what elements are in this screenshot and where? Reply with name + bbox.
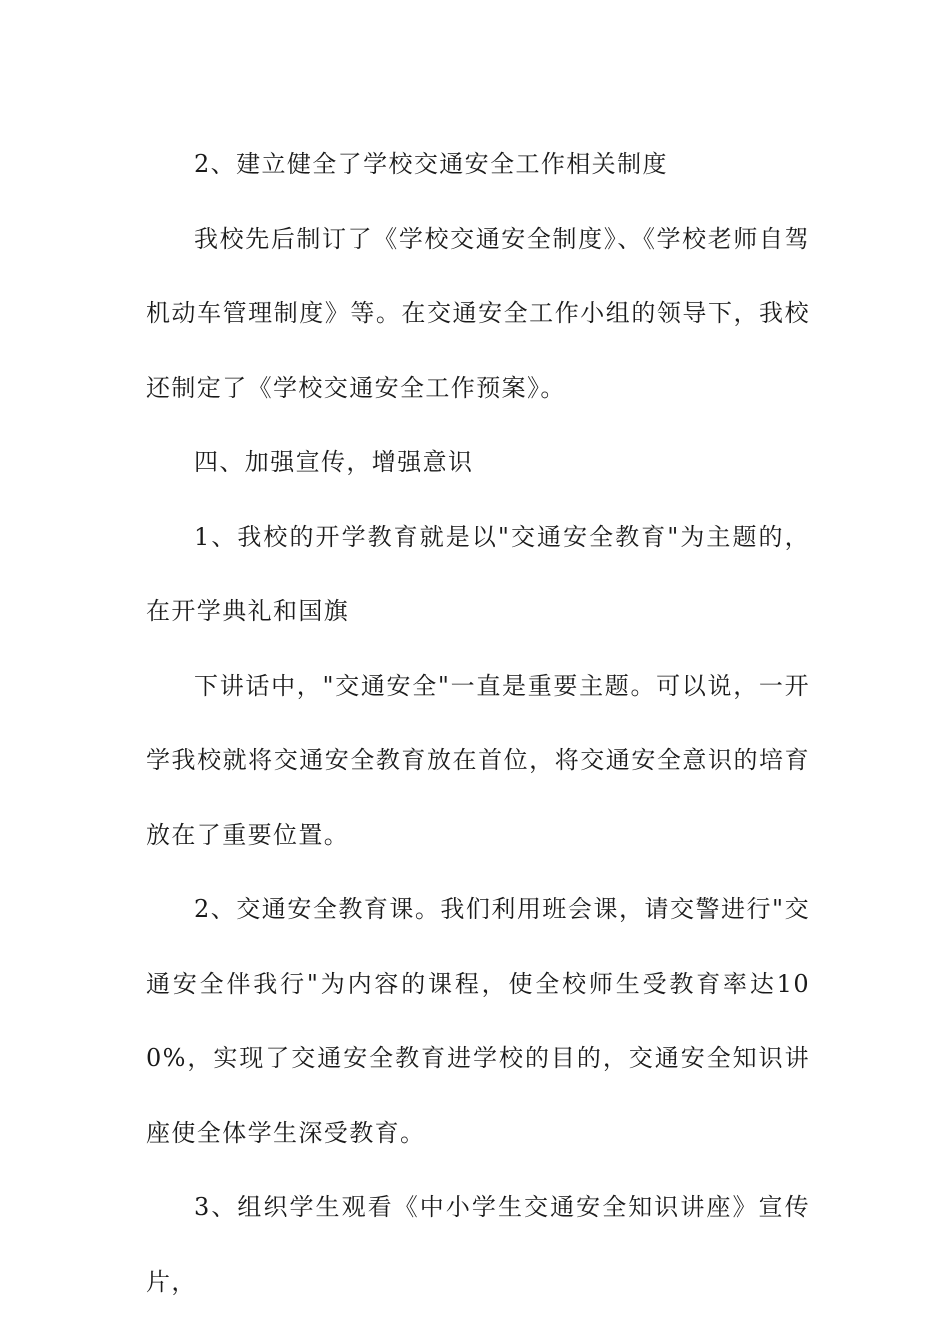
paragraph-section-four-heading: 四、加强宣传，增强意识 bbox=[194, 448, 474, 476]
paragraph-rules-heading: 2、建立健全了学校交通安全工作相关制度 bbox=[194, 150, 668, 178]
document-body bbox=[146, 127, 810, 1319]
paragraph-item-two: 2、交通安全教育课。我们利用班会课，请交警进行"交通安全伴我行"为内容的课程，使全校师生受教育率达100%，实现了交通安全教育进学校的目的，交通安全知识讲座使全体学生深受教育。 bbox=[146, 895, 810, 1147]
paragraph-item-three: 3、组织学生观看《中小学生交通安全知识讲座》宣传片， bbox=[146, 1193, 810, 1296]
paragraph-rules-body: 我校先后制订了《学校交通安全制度》、《学校老师自驾机动车管理制度》等。在交通安全工作小组的领导下，我校还制定了《学校交通安全工作预案》。 bbox=[146, 224, 810, 402]
paragraph-item-one: 1、我校的开学教育就是以"交通安全教育"为主题的，在开学典礼和国旗 bbox=[146, 522, 810, 625]
paragraph-item-one-continued: 下讲话中，"交通安全"一直是重要主题。可以说，一开学我校就将交通安全教育放在首位，将交通安全意识的培育放在了重要位置。 bbox=[146, 671, 810, 849]
